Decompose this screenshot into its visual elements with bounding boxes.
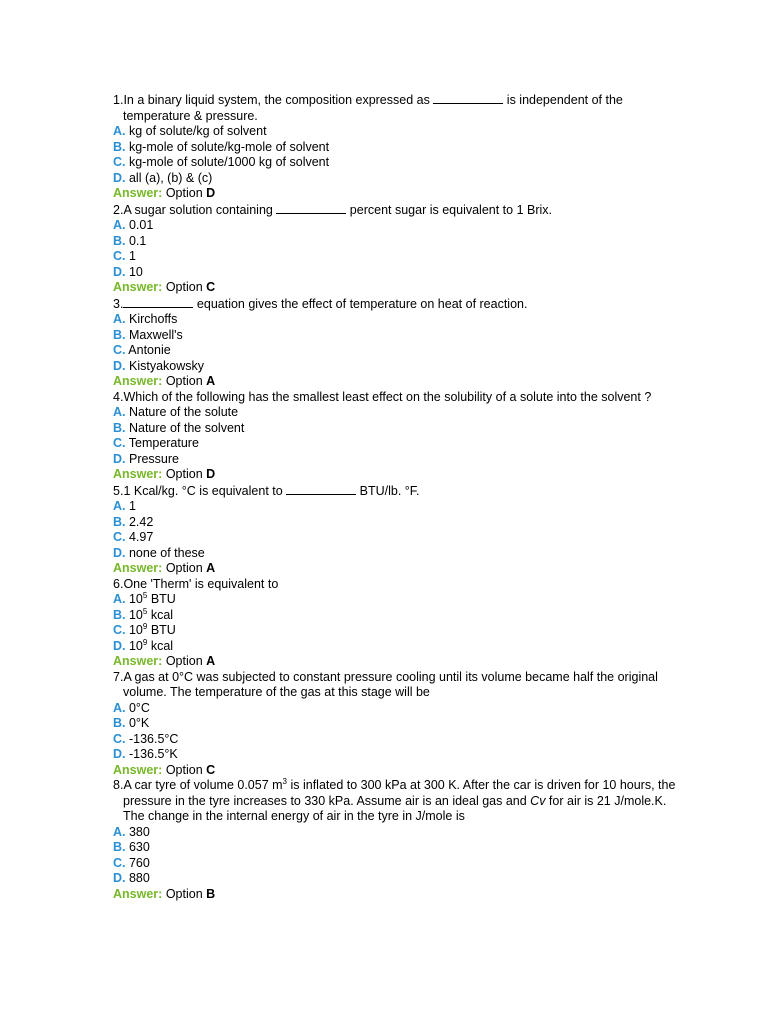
option-a: A. 380 [113,824,150,839]
question-text: 7.A gas at 0°C was subjected to constant pressure cooling until its volume became half the original volume. The temperature of the gas at this stage will be [113,669,658,699]
answer-line: Answer: Option C [113,762,216,777]
option-d: D. Pressure [113,451,180,466]
answer-line: Answer: Option D [113,467,216,481]
answer-line: Answer: Option A [113,561,216,575]
option-c: C. Antonie [113,343,171,357]
option-c: C. kg-mole of solute/1000 kg of solvent [113,155,330,169]
option-d: D. 10 [113,264,143,279]
option-c: C. -136.5°C [113,731,179,746]
option-a: A. 0.01 [113,218,154,232]
option-c: C. 1 [113,249,136,263]
option-a: A. 1 [113,499,136,513]
answer-line: Answer: Option C [113,280,216,294]
question-text: 1.In a binary liquid system, the composition expressed as is independent of the temperature & pressure. [113,93,623,123]
option-b: B. Nature of the solvent [113,420,245,435]
question-text: 2.A sugar solution containing percent sugar is equivalent to 1 Brix. [113,202,552,217]
question-text: 4.Which of the following has the smallest least effect on the solubility of a solute into the solvent ? [113,389,652,404]
option-d: D. -136.5°K [113,747,178,761]
answer-line: Answer: Option D [113,186,216,200]
question-block [113,296,678,390]
question-text: 6.One 'Therm' is equivalent to [113,576,279,591]
answer-line: Answer: Option A [113,654,216,668]
answer-line: Answer: Option B [113,886,216,901]
option-b: B. $10^5$ kcal [113,606,174,622]
option-d: D. 880 [113,871,150,885]
answer-line: Answer: Option A [113,374,216,388]
option-c: C. 760 [113,855,150,870]
question-block [113,390,678,483]
option-c: C. Temperature [113,436,199,450]
option-d: D. $10^9$ kcal [113,637,174,653]
question-document [113,92,678,902]
option-c: C. $10^9$ BTU [113,622,176,637]
question-block [113,483,678,577]
question-block [113,778,678,902]
fill-in-blank [123,296,193,308]
question-text: 3. equation gives the effect of temperature on heat of reaction. [113,296,528,311]
option-a: A. Kirchoffs [113,312,178,326]
question-block [113,92,678,202]
question-block [113,577,678,670]
question-block [113,202,678,296]
option-d: D. Kistyakowsky [113,358,205,373]
fill-in-blank [276,202,346,214]
option-b: B. 630 [113,840,150,854]
option-b: B. kg-mole of solute/kg-mole of solvent [113,139,330,154]
option-d: D. all (a), (b) & (c) [113,170,213,185]
option-b: B. 2.42 [113,514,154,529]
fill-in-blank [286,483,356,495]
option-c: C. 4.97 [113,530,154,544]
question-text: 5.1 Kcal/kg. °C is equivalent to BTU/lb. °F. [113,483,420,498]
question-block [113,670,678,779]
option-a: A. Nature of the solute [113,405,239,419]
option-d: D. none of these [113,545,205,560]
option-a: A. $10^5$ BTU [113,591,176,606]
option-a: A. 0°C [113,700,150,715]
option-b: B. 0°K [113,716,150,730]
option-b: B. 0.1 [113,233,147,248]
option-b: B. Maxwell's [113,327,183,342]
question-text: 8.A car tyre of volume 0.057 $m^3$ is inflated to 300 kPa at 300 K. After the car is driven for 10 hours, the pressure in the tyre increases to 330 kPa. Assume air is an ideal gas and Cv for air is 21 J/mole.K. The change in the internal energy of air in the tyre in J/mole is [113,777,676,823]
option-a: A. kg of solute/kg of solvent [113,124,267,138]
fill-in-blank [433,92,503,104]
